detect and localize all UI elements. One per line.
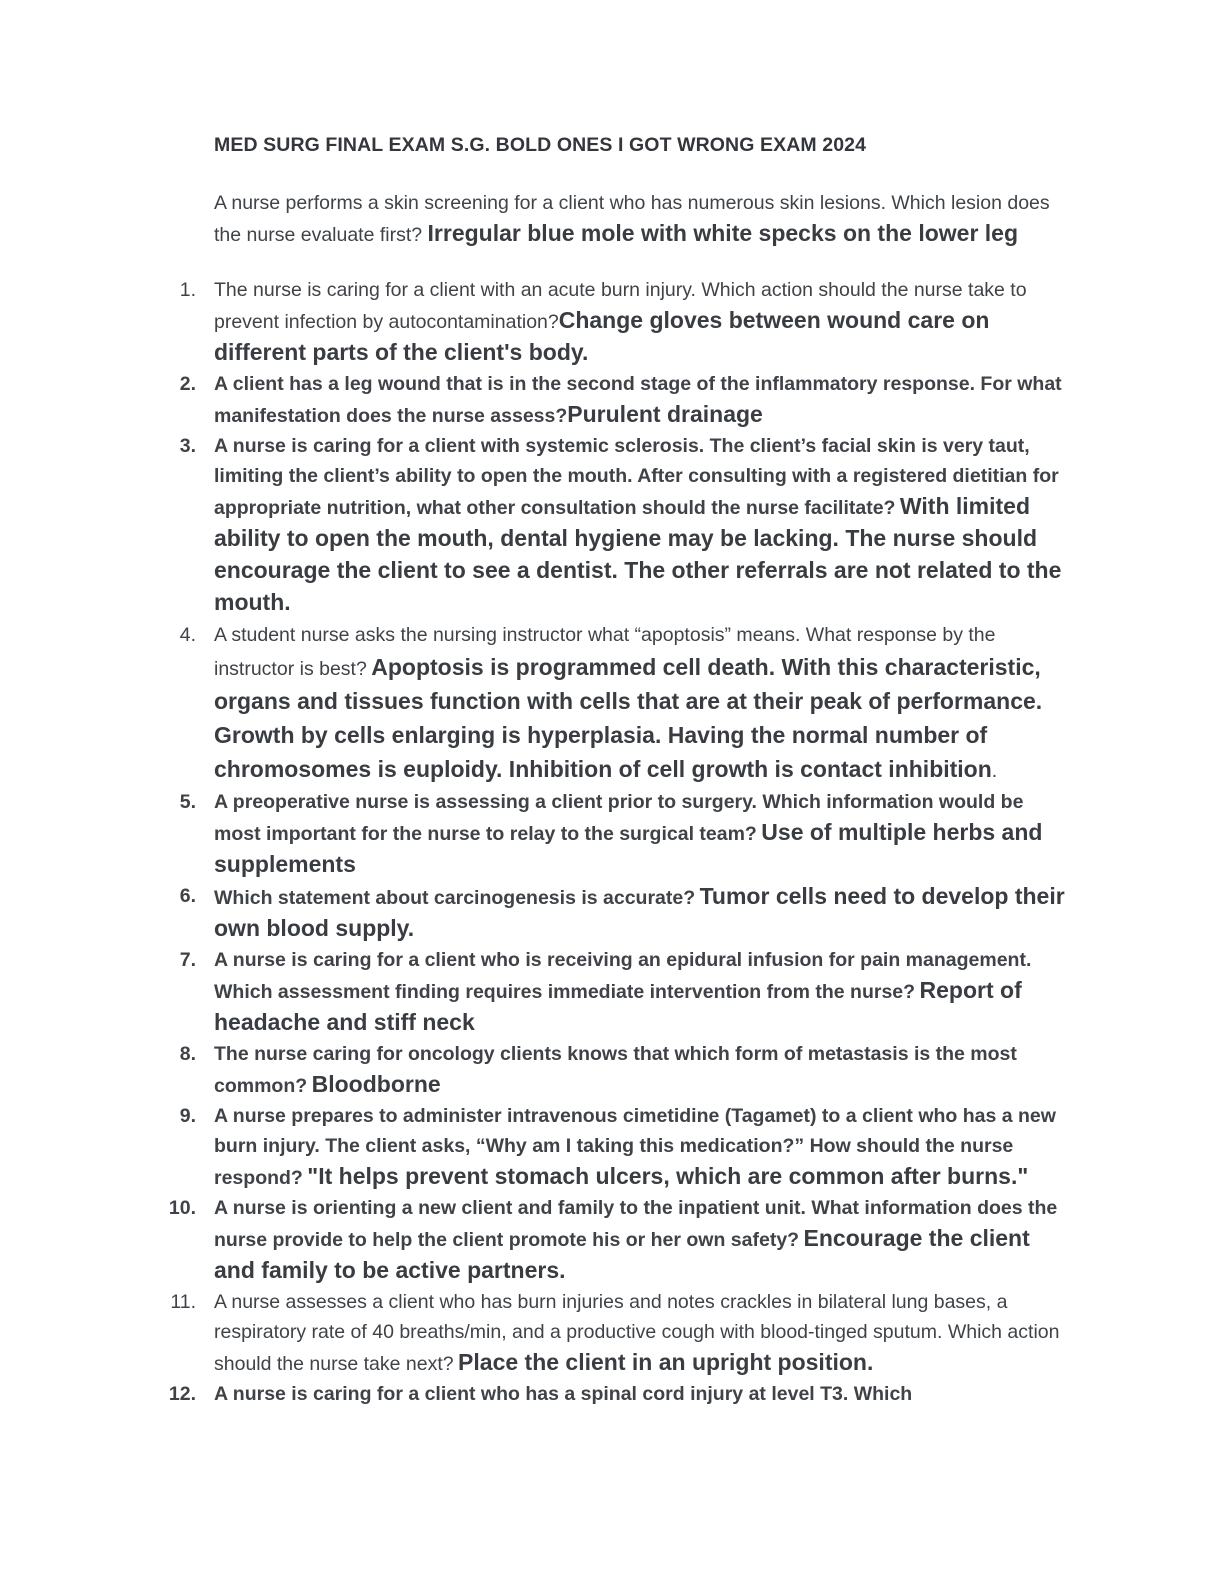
answer-trailing-period: .: [991, 760, 998, 782]
question-item: [179, 788, 1074, 882]
question-text: A preoperative nurse is assessing a client prior to surgery. Which information would be most important for the nurse to relay to the surgical team?: [214, 791, 1024, 845]
question-number: 1.: [179, 279, 196, 301]
answer-text: Tumor cells need to develop their own blood supply.: [214, 883, 1065, 941]
question-item: [179, 370, 1074, 432]
question-text: The nurse is caring for a client with an acute burn injury. Which action should the nurse take to prevent infection by autocontamination?: [214, 279, 1027, 333]
question-item: [170, 1288, 1074, 1380]
question-number: 6.: [179, 885, 196, 907]
question-list: [168, 276, 1074, 1410]
question-text: A nurse performs a skin screening for a client who has numerous skin lesions. Which lesion does the nurse evaluate first?: [214, 192, 1050, 246]
question-text: A nurse is caring for a client who is receiving an epidural infusion for pain management. Which assessment finding requires immediate intervention from the nurse?: [214, 949, 1032, 1003]
question-number: 5.: [179, 791, 196, 813]
answer-text: Purulent drainage: [567, 401, 763, 427]
page-title: MED SURG FINAL EXAM S.G. BOLD ONES I GOT WRONG EXAM 2024: [214, 134, 867, 156]
answer-text: Irregular blue mole with white specks on the lower leg: [427, 220, 1019, 246]
question-item: [179, 882, 1074, 946]
question-text: Which statement about carcinogenesis is accurate?: [214, 887, 696, 909]
question-text: A client has a leg wound that is in the second stage of the inflammatory response. For what manifestation does the nurse assess?: [214, 373, 1062, 427]
question-number: 12.: [168, 1383, 196, 1405]
answer-text: Encourage the client and family to be active partners.: [214, 1225, 1030, 1283]
intro-question: [214, 188, 1074, 250]
question-item: [179, 946, 1074, 1040]
question-number: 7.: [179, 949, 196, 971]
question-text: A nurse assesses a client who has burn injuries and notes crackles in bilateral lung bases, a respiratory rate of 40 breaths/min, and a productive cough with blood-tinged sputum. Which action should the nurse take next?: [214, 1291, 1060, 1375]
question-number: 9.: [179, 1105, 196, 1127]
question-item: [168, 1380, 1074, 1410]
answer-text: Place the client in an upright position.: [458, 1349, 874, 1375]
answer-text: "It helps prevent stomach ulcers, which are common after burns.": [307, 1163, 1029, 1189]
question-number: 8.: [179, 1043, 196, 1065]
question-text: A student nurse asks the nursing instructor what “apoptosis” means. What response by the instructor is best?: [214, 624, 996, 680]
question-number: 2.: [179, 373, 196, 395]
question-text: A nurse prepares to administer intravenous cimetidine (Tagamet) to a client who has a new burn injury. The client asks, “Why am I taking this medication?” How should the nurse respond?: [214, 1105, 1056, 1189]
question-item: [179, 620, 1074, 788]
answer-text: Apoptosis is programmed cell death. With this characteristic, organs and tissues function with cells that are at their peak of performance. Growth by cells enlarging is hyperplasia. Having the normal number of chromosomes is euploidy. Inhibition of cell growth is contact inhibition: [214, 654, 1043, 782]
question-text: A nurse is caring for a client with systemic sclerosis. The client’s facial skin is very taut, limiting the client’s ability to open the mouth. After consulting with a registered dietitian for appropriate nutrition, what other consultation should the nurse facilitate?: [214, 435, 1059, 519]
question-item: [179, 1040, 1074, 1102]
answer-text: Change gloves between wound care on different parts of the client's body.: [214, 307, 990, 365]
question-item: [179, 1102, 1074, 1194]
question-number: 3.: [179, 435, 196, 457]
answer-text: With limited ability to open the mouth, dental hygiene may be lacking. The nurse should encourage the client to see a dentist. The other referrals are not related to the mouth.: [214, 493, 1062, 615]
question-text: The nurse caring for oncology clients knows that which form of metastasis is the most common?: [214, 1043, 1017, 1097]
question-number: 11.: [170, 1291, 196, 1313]
question-text: A nurse is caring for a client who has a spinal cord injury at level T3. Which: [214, 1383, 913, 1405]
question-item: [168, 1194, 1074, 1288]
question-text: A nurse is orienting a new client and family to the inpatient unit. What information does the nurse provide to help the client promote his or her own safety?: [214, 1197, 1058, 1251]
question-item: [179, 432, 1074, 620]
answer-text: Use of multiple herbs and supplements: [214, 819, 1043, 877]
answer-text: Bloodborne: [311, 1071, 441, 1097]
answer-text: Report of headache and stiff neck: [214, 977, 1022, 1035]
question-item: [179, 276, 1074, 370]
question-number: 4.: [179, 624, 196, 646]
question-number: 10.: [168, 1197, 196, 1219]
